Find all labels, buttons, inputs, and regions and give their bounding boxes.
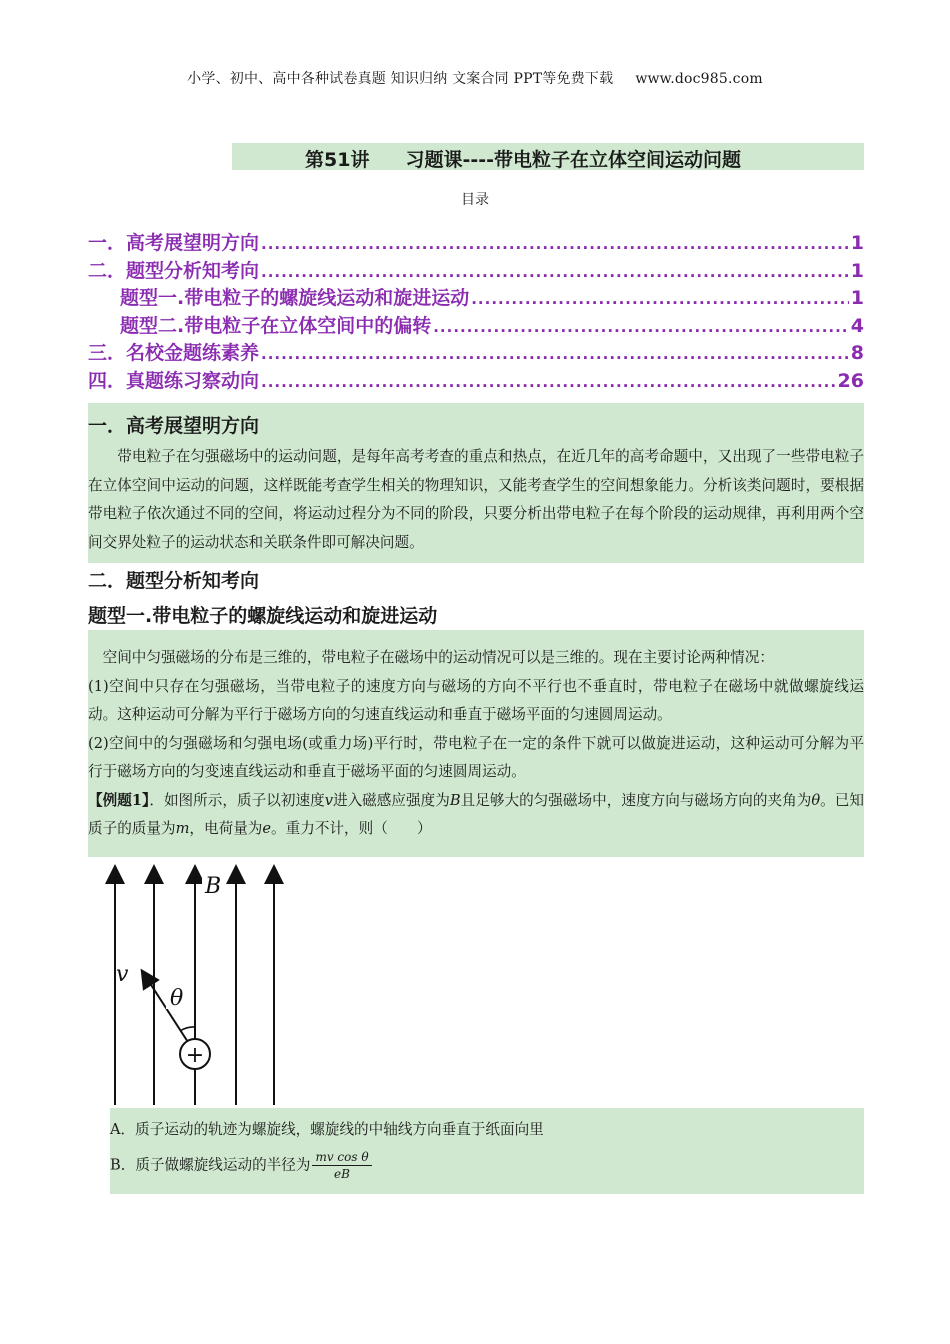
banner-text: 小学、初中、高中各种试卷真题 知识归纳 文案合同 PPT等免费下载 (187, 71, 614, 87)
banner-url[interactable]: www.doc985.com (635, 71, 763, 87)
toc-item[interactable]: 四．真题练习察动向 ..... 26 (88, 366, 864, 394)
example-tag: 【例题1】 (88, 791, 150, 809)
option-b[interactable]: B．质子做螺旋线运动的半径为 $\frac{\text{mv cos θ}}{eB}$ (110, 1150, 372, 1181)
type1-heading: 题型一.带电粒子的螺旋线运动和旋进运动 (88, 605, 438, 627)
toc-page-number: 8 (850, 342, 864, 364)
magnetic-field-figure (88, 857, 301, 1106)
section2-body: 空间中匀强磁场的分布是三维的，带电粒子在磁场中的运动情况可以是三维的。现在主要讨论两种情况： (1)空间中只存在匀强磁场，当带电粒子的速度方向与磁场的方向不平行也不垂直时，带电粒子在磁场中就做螺旋线运动。这种运动可分解为平行于磁场方向的匀速直线运动和垂直于磁场平面的匀速圆周运动。 (2)空间中的匀强磁场和匀强电场(或重力场)平行时，带电粒子在一定的条件下就可以做旋进运动，这种运动可分解为平行于磁场方向的匀变速直线运动和垂直于磁场平面的匀速圆周运动。 【例题1】．如图所示，质子以初速度v进入磁感应强度为B且足够大的匀强磁场中，速度方向与磁场方向的夹角为θ。已知质子的质量为m，电荷量为e。重力不计，则（ ） (88, 644, 864, 844)
radius-formula: $\frac{\text{mv cos θ}}{eB}$ (312, 1150, 371, 1181)
lecture-number: 第51讲 (305, 149, 370, 171)
toc-item[interactable]: 题型一.带电粒子的螺旋线运动和旋进运动 ..... 1 (88, 283, 864, 311)
field-diagram (88, 857, 301, 1106)
example1-question: 【例题1】．如图所示，质子以初速度v进入磁感应强度为B且足够大的匀强磁场中，速度方向与磁场方向的夹角为θ。已知质子的质量为m，电荷量为e。重力不计，则（ ） (88, 791, 864, 837)
toc-heading: 目录 (461, 192, 489, 208)
section2-heading: 二．题型分析知考向 (88, 570, 260, 592)
toc-page-number: 1 (850, 232, 864, 254)
page-title (305, 145, 741, 172)
label-charge: + (185, 1043, 205, 1068)
toc-page-number: 1 (850, 287, 864, 309)
toc-item[interactable]: 三．名校金题练素养 ..... 8 (88, 338, 864, 366)
table-of-contents (88, 228, 864, 393)
lecture-subject: 习题课----带电粒子在立体空间运动问题 (405, 149, 741, 171)
option-a[interactable]: A．质子运动的轨迹为螺旋线，螺旋线的中轴线方向垂直于纸面向里 (110, 1121, 544, 1138)
header-banner (0, 68, 950, 88)
toc-item[interactable]: 一．高考展望明方向 ..... 1 (88, 228, 864, 256)
section1-heading: 一．高考展望明方向 (88, 415, 260, 437)
toc-page-number: 1 (850, 259, 864, 282)
angle-arc (180, 1027, 195, 1031)
toc-page-number: 4 (850, 314, 864, 337)
label-v: v (116, 962, 129, 987)
section1-body: 带电粒子在匀强磁场中的运动问题，是每年高考考查的重点和热点，在近几年的高考命题中，又出现了一些带电粒子在立体空间中运动的问题，这样既能考查学生相关的物理知识，又能考查学生的空间想象能力。分析该类问题时，要根据带电粒子依次通过不同的空间，将运动过程分为不同的阶段，只要分析出带电粒子在每个阶段的运动规律，再利用两个空间交界处粒子的运动状态和关联条件即可解决问题。 (88, 448, 864, 551)
label-B: B (205, 874, 222, 899)
toc-item[interactable]: 二．题型分析知考向 ..... 1 (88, 256, 864, 284)
label-theta: θ (170, 986, 184, 1011)
toc-item[interactable]: 题型二.带电粒子在立体空间中的偏转 ..... 4 (88, 311, 864, 339)
toc-page-number: 26 (837, 369, 864, 392)
